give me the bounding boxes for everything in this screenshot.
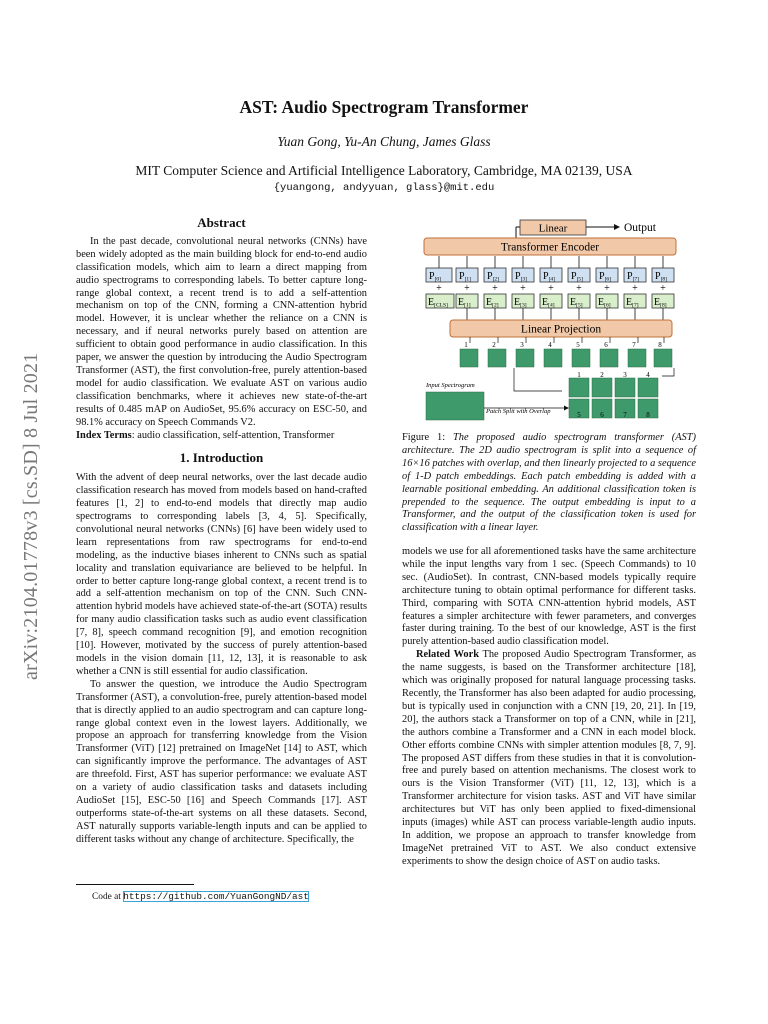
plus-sign: + [660, 283, 666, 294]
plus-sign: + [548, 283, 554, 294]
plus-sign: + [632, 283, 638, 294]
plus-sign: + [576, 283, 582, 294]
output-label: Output [624, 222, 656, 234]
paper-affiliation: MIT Computer Science and Artificial Intelligence Laboratory, Cambridge, MA 02139, USA [135, 163, 633, 178]
intro-heading: 1. Introduction [179, 450, 264, 466]
left-column [76, 217, 367, 847]
grid-patch-number: 6 [600, 411, 604, 419]
position-token-label: P[3] [515, 271, 527, 283]
patch-tile [516, 349, 534, 367]
grid-patch-number: 7 [623, 411, 627, 419]
plus-sign: + [464, 283, 470, 294]
position-token-label: P[4] [543, 271, 555, 283]
position-token-label: P[7] [627, 271, 639, 283]
code-url-link[interactable]: https://github.com/YuanGongND/ast [123, 891, 309, 902]
position-token-label: P[0] [429, 271, 441, 283]
related-work-paragraph: Related Work The proposed Audio Spectrogram Transformer, as the name suggests, is based on the Transformer architecture [18], which was originally proposed for natural language processing tasks. Recently, the Transformer has also been adapted for audio processing, but is typically used in conjunction with a CNN [19, 20, 21]. In [19, 20], the authors stack a Transformer on top of a CNN, while in [21], the authors combine a Transformer and a CNN in each model block. Other efforts combine CNNs with simpler attention modules [8, 7, 9]. The proposed AST differs from these studies in that it is convolution-free and purely based on attention mechanisms. The closest work to ours is the Vision Transformer (ViT) [11, 12, 13], which is a Transformer architecture for vision tasks. AST and ViT have similar architectures but ViT has only been applied to fixed-dimensional inputs (images) while AST can process variable-length audio inputs. In addition, we propose an approach to transfer knowledge from ImageNet pretrained ViT to AST. We also conduct extensive experiments to show the design choice of AST on audio tasks. [402, 649, 696, 867]
input-spectrogram-label: Input Spectrogram [426, 382, 475, 389]
right-column [402, 546, 696, 869]
grid-patch [592, 378, 612, 397]
linear-label: Linear [538, 222, 568, 235]
embedding-token-label: E[7] [626, 297, 639, 309]
transformer-encoder-label: Transformer Encoder [500, 241, 600, 254]
patch-number: 8 [658, 341, 662, 349]
paper-title: AST: Audio Spectrogram Transformer [239, 97, 529, 117]
right-paragraph-1: models we use for all aforementioned tasks have the same architecture while the input lengths vary from 1 sec. (Speech Commands) to 10 sec. (AudioSet). In contrast, CNN-based models typically require architecture tuning to obtain optimal performance for different tasks. Third, comparing with SOTA CNN-attention hybrid models, AST features a simpler architecture with fewer parameters, and converges faster during training. To the best of our knowledge, AST is the first purely attention-based audio classification model. [402, 546, 696, 648]
footnote: Code at https://github.com/YuanGongND/ast [92, 891, 309, 902]
patch-tile [544, 349, 562, 367]
position-token-label: P[5] [571, 271, 583, 283]
position-token-label: P[1] [459, 271, 471, 283]
patch-number: 7 [632, 341, 636, 349]
plus-sign: + [492, 283, 498, 294]
embedding-token-label: E[8] [654, 297, 667, 309]
embedding-token-label: E[4] [542, 297, 555, 309]
position-token-label: P[2] [487, 271, 499, 283]
grid-patch-number: 8 [646, 411, 650, 419]
input-spectrogram [426, 392, 484, 420]
embedding-token-label: E[2] [486, 297, 499, 309]
abstract-text: In the past decade, convolutional neural networks (CNNs) have been widely adopted as the main building block for end-to-end audio classification models, which aim to learn a direct mapping from audio spectrograms to corresponding labels. To better capture long-range global context, a recent trend is to add a self-attention mechanism on top of the CNN, forming a CNN-attention hybrid model. However, it is unclear whether the reliance on a CNN is necessary, and if neural networks purely based on attention are sufficient to obtain good performance in audio classification. In this paper, we answer the question by introducing the Audio Spectrogram Transformer (AST), the first convolution-free, purely attention-based model for audio classification. We evaluate AST on various audio classification benchmarks, where it achieves new state-of-the-art results of 0.485 mAP on AudioSet, 95.6% accuracy on ESC-50, and 98.1% accuracy on Speech Commands V2. [76, 235, 367, 428]
figure-ast-architecture [402, 216, 696, 426]
patch-number: 4 [548, 341, 552, 349]
patch-row [460, 337, 672, 367]
patch-tile [628, 349, 646, 367]
position-token-label: P[6] [599, 271, 611, 283]
grid-patch-number: 1 [577, 371, 581, 379]
intro-paragraph-2: To answer the question, we introduce the Audio Spectrogram Transformer (AST), a convolution-free, purely attention-based model that is directly applied to an audio spectrogram and can capture long-range global context even in the lowest layers. Additionally, we propose an approach for transferring knowledge from the Vision Transformer (ViT) [12] pretrained on ImageNet [14] to AST, which can significantly improve the performance. The advantages of AST are threefold. First, AST has superior performance: we evaluate AST on a variety of audio classification tasks and datasets including AudioSet [15], ESC-50 [16] and Speech Commands [17]. AST outperforms state-of-the-art systems on all these datasets. Second, AST naturally supports variable-length inputs and can be applied to different tasks without any change of architecture. Specifically, the [76, 678, 367, 845]
patch-number: 2 [492, 341, 496, 349]
grid-patch-number: 4 [646, 371, 650, 379]
patch-tile [488, 349, 506, 367]
patch-split-label: Patch Split with Overlap [486, 408, 551, 415]
embedding-token-label: E[CLS] [428, 297, 448, 309]
paper-authors: Yuan Gong, Yu-An Chung, James Glass [277, 134, 491, 149]
patch-number: 5 [576, 341, 580, 349]
embedding-token-label: E[6] [598, 297, 611, 309]
patch-number: 6 [604, 341, 608, 349]
grid-patch-number: 2 [600, 371, 604, 379]
patch-tile [460, 349, 478, 367]
embedding-token-label: E[5] [570, 297, 583, 309]
paper-emails: {yuangong, andyyuan, glass}@mit.edu [273, 182, 495, 194]
patch-tile [654, 349, 672, 367]
plus-sign: + [520, 283, 526, 294]
position-token-row [426, 256, 674, 294]
patch-tile [572, 349, 590, 367]
grid-patch-number: 3 [623, 371, 627, 379]
grid-patch [638, 378, 658, 397]
embedding-token-row [426, 294, 674, 320]
linear-projection-label: Linear Projection [520, 323, 602, 336]
arxiv-identifier: arXiv:2104.01778v3 [cs.SD] 8 Jul 2021 [20, 352, 42, 680]
figure-caption: Figure 1: The proposed audio spectrogram transformer (AST) architecture. The 2D audio spectrogram is split into a sequence of 16×16 patches with overlap, and then linearly projected to a sequence of 1-D patch embeddings. Each patch embedding is added with a learnable positional embedding. An additional classification token is prepended to the sequence. The output embedding is input to a Transformer, and the output of the classification token is used for classification with a linear layer. [402, 432, 696, 534]
patch-tile [600, 349, 618, 367]
patch-number: 1 [464, 341, 468, 349]
grid-patch-number: 5 [577, 411, 581, 419]
footnote-rule [76, 884, 194, 885]
intro-paragraph-1: With the advent of deep neural networks, over the last decade audio classification research has moved from models based on hand-crafted features [1, 2] to end-to-end models that directly map audio spectrograms to corresponding labels [3, 4, 5]. Specifically, convolutional neural networks (CNNs) [6] have been widely used to learn representations from raw spectrograms for end-to-end modeling, as the inductive biases inherent to CNNs such as spatial locality and translation equivariance are believed to be helpful. In order to better capture long-range global context, a recent trend is to add a self-attention mechanism on top of the CNN. Such CNN-attention hybrid models have achieved state-of-the-art (SOTA) results for many audio classification tasks such as audio event classification [7, 8], speech command recognition [9], and emotion recognition [10]. However, motivated by the success of purely attention-based models in the vision domain [11, 12, 13], it is reasonable to ask whether a CNN is still essential for audio classification. [76, 472, 367, 677]
position-token-label: P[8] [655, 271, 667, 283]
patch-number: 3 [520, 341, 524, 349]
embedding-token-label: E[1] [458, 297, 471, 309]
embedding-token-label: E[3] [514, 297, 527, 309]
grid-patch [615, 378, 635, 397]
plus-sign: + [436, 283, 442, 294]
index-terms: Index Terms: audio classification, self-attention, Transformer [76, 429, 335, 441]
abstract-heading: Abstract [197, 215, 246, 230]
plus-sign: + [604, 283, 610, 294]
grid-patch [569, 378, 589, 397]
